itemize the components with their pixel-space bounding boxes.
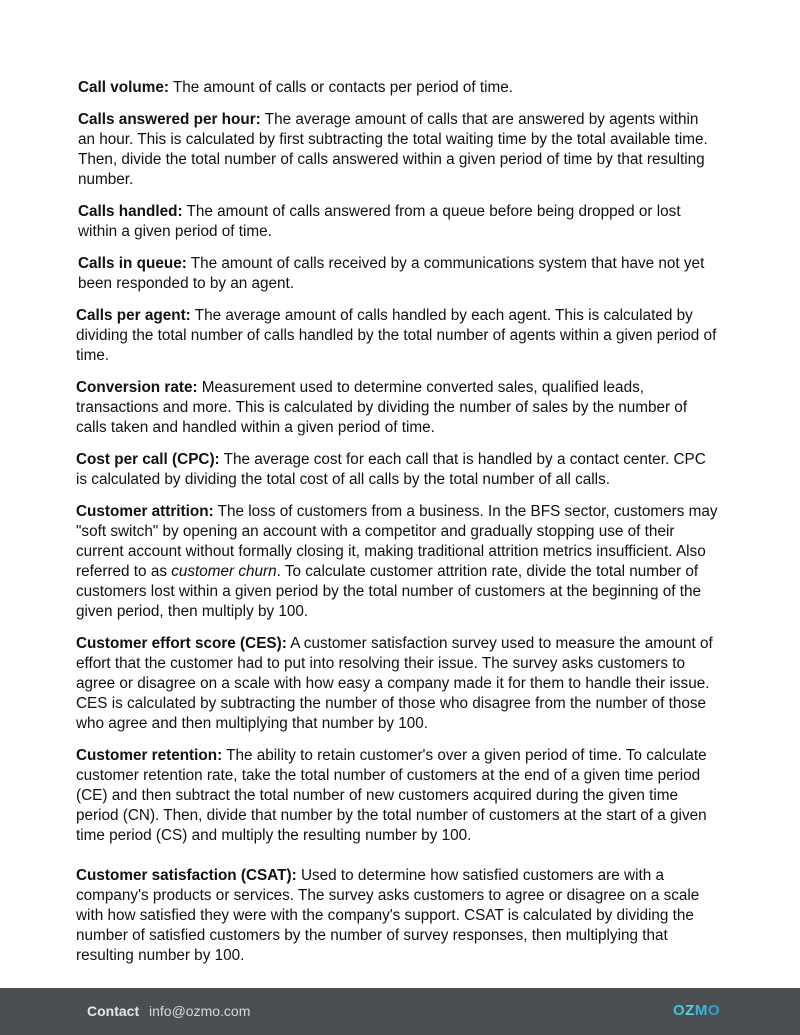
glossary-entry-calls-handled (78, 202, 718, 242)
glossary-definition-continued: . To calculate customer attrition rate, divide the total number of customers lost within a given period by the total number of customers at the beginning of the given period, then multiply by 100. (76, 563, 701, 620)
glossary-entry-customer-attrition (76, 502, 718, 622)
glossary-definition: The average cost for each call that is handled by a contact center. CPC is calculated by dividing the total cost of all calls by the total number of all calls. (76, 451, 706, 488)
glossary-definition: The ability to retain customer's over a given period of time. To calculate customer retention rate, take the total number of customers at the end of a given time period (CE) and then subtract the total number of new customers acquired during the given time period (CN). Then, divide that number by the total number of customers at the start of a given time period (CS) and multiply the resulting number by 100. (76, 747, 707, 844)
glossary-content (78, 78, 718, 978)
glossary-term: Calls in queue: (78, 255, 187, 272)
contact-label: Contact (87, 1003, 140, 1019)
glossary-entry-call-volume (78, 78, 718, 98)
glossary-entry-conversion-rate (76, 378, 718, 438)
glossary-definition: Used to determine how satisfied customers are with a company's products or services. The survey asks customers to agree or disagree on a scale with how satisfied they were with the company's support. CSAT is calculated by dividing the number of satisfied customers by the number of survey responses, then multiplying that resulting number by 100. (76, 867, 700, 964)
glossary-term: Calls per agent: (76, 307, 191, 324)
glossary-definition: Measurement used to determine converted sales, qualified leads, transactions and more. This is calculated by dividing the number of sales by the number of calls taken and handled within a given period of time. (76, 379, 688, 436)
glossary-emphasis: customer churn (171, 563, 277, 580)
logo-letter: M (694, 1002, 708, 1019)
glossary-entry-customer-retention (76, 746, 718, 846)
glossary-definition: The amount of calls received by a communications system that have not yet been responded to by an agent. (78, 255, 705, 292)
glossary-definition: A customer satisfaction survey used to measure the amount of effort that the customer had to put into resolving their issue. The survey asks customers to agree or disagree on a scale with how easy a company made it for them to handle their issue. CES is calculated by subtracting the number of those who disagree from the number of those who agree and then multiplying that number by 100. (76, 635, 713, 732)
glossary-term: Calls handled: (78, 203, 183, 220)
glossary-entry-customer-satisfaction (76, 866, 718, 966)
glossary-term: Cost per call (CPC): (76, 451, 220, 468)
logo-letter: O (672, 1002, 686, 1019)
glossary-term: Customer retention: (76, 747, 223, 764)
logo-letter: O (707, 1002, 720, 1019)
page-footer (0, 988, 800, 1035)
glossary-term: Calls answered per hour: (78, 111, 261, 128)
glossary-entry-calls-answered-per-hour (78, 110, 718, 190)
glossary-term: Customer effort score (CES): (76, 635, 287, 652)
glossary-entry-calls-in-queue (78, 254, 718, 294)
logo-letter: Z (685, 1002, 695, 1019)
footer-contact (87, 1003, 250, 1019)
glossary-definition: The amount of calls answered from a queue before being dropped or lost within a given period of time. (78, 203, 681, 240)
ozmo-logo (673, 1002, 720, 1019)
glossary-definition: The amount of calls or contacts per period of time. (168, 79, 514, 96)
glossary-entry-cost-per-call (76, 450, 718, 490)
glossary-entry-calls-per-agent (76, 306, 718, 366)
glossary-term: Customer satisfaction (CSAT): (76, 867, 297, 884)
glossary-term: Conversion rate: (76, 379, 198, 396)
contact-email-link[interactable]: info@ozmo.com (149, 1003, 251, 1019)
glossary-definition: The average amount of calls handled by each agent. This is calculated by dividing the total number of calls handled by the total number of agents within a given period of time. (76, 307, 717, 364)
glossary-term: Customer attrition: (76, 503, 214, 520)
glossary-entry-customer-effort-score (76, 634, 718, 734)
glossary-term: Call volume: (78, 79, 169, 96)
glossary-definition: The loss of customers from a business. In the BFS sector, customers may "soft switch" by opening an account with a competitor and gradually stopping use of their current account without formally closing it, making traditional attrition metrics insufficient. Also referred to as (76, 503, 718, 580)
glossary-definition: The average amount of calls that are answered by agents within an hour. This is calculated by first subtracting the total waiting time by the total available time. Then, divide the total number of calls answered within a given period of time by that resulting number. (78, 111, 708, 188)
